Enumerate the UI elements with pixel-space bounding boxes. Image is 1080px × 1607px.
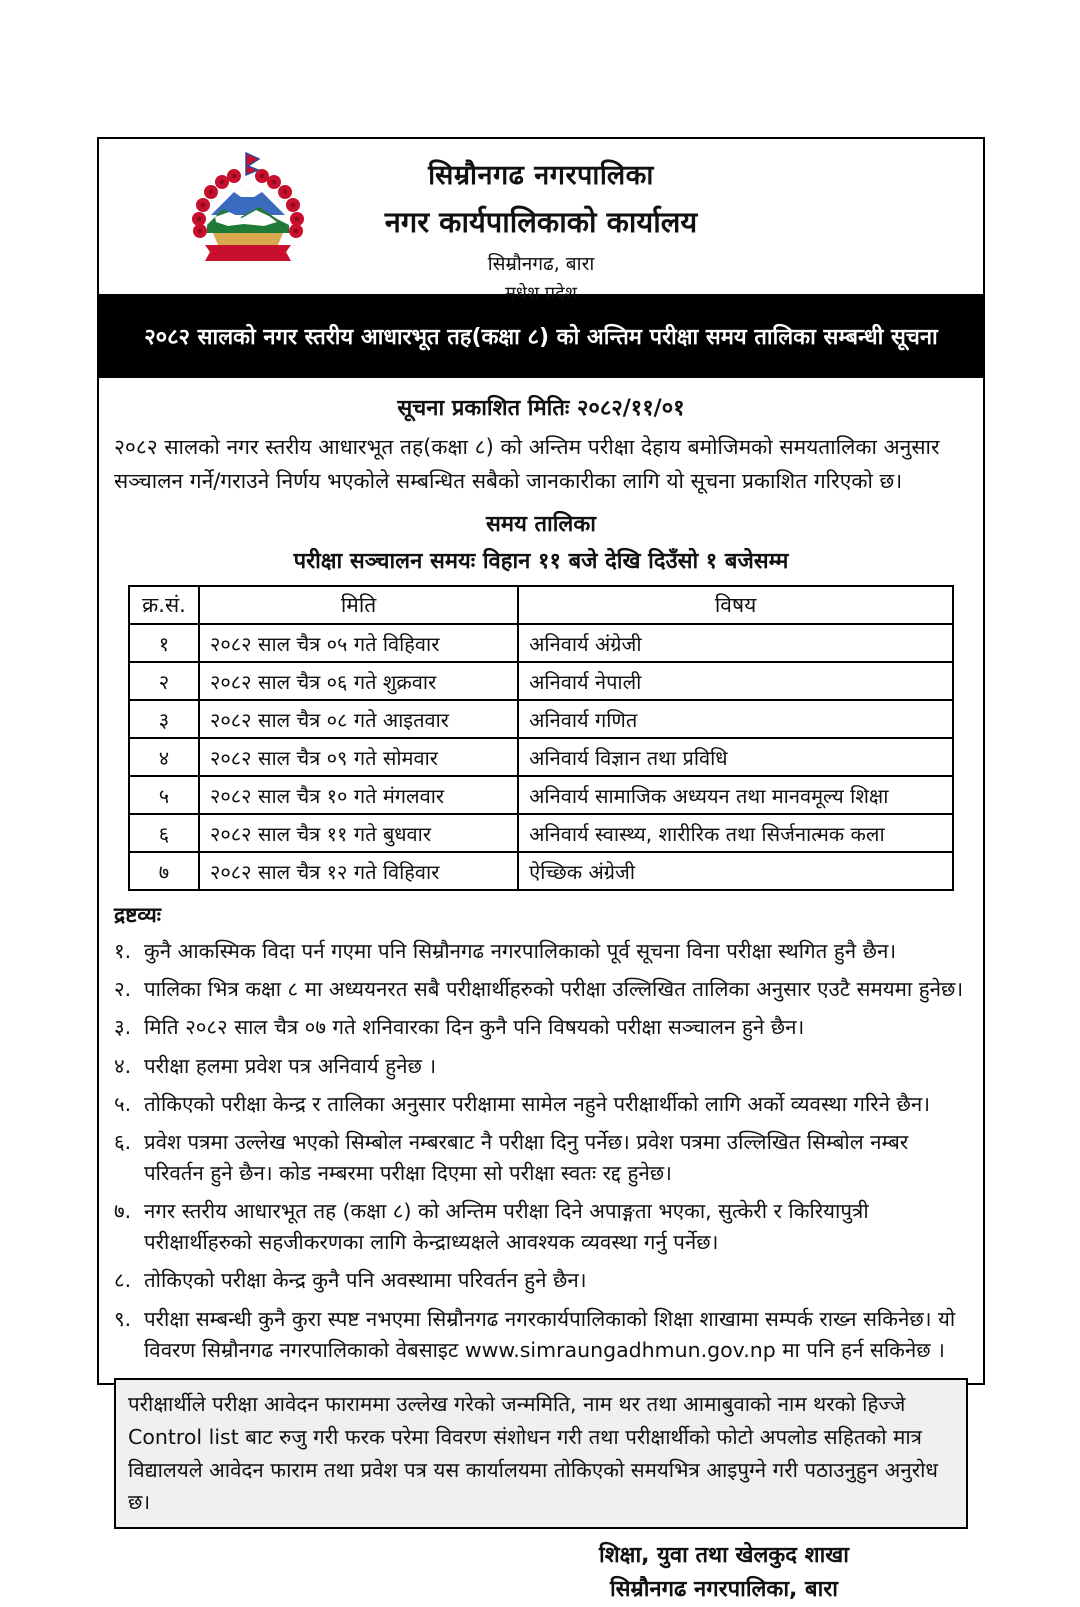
office-address: सिम्रौनगढ, बारा: [487, 253, 595, 275]
note-text: कुनै आकस्मिक विदा पर्न गएमा पनि सिम्रौनगढ नगरपालिकाको पूर्व सूचना विना परीक्षा स्थगित हुनै छैन।: [144, 939, 897, 964]
table-row: [129, 738, 953, 776]
note-item: [114, 1265, 968, 1296]
note-number: ७.: [114, 1199, 132, 1224]
notice-document: [97, 137, 985, 1603]
row-sn: ४: [129, 738, 199, 776]
notice-body: [99, 378, 983, 1607]
row-date: २०८२ साल चैत्र ०८ गते आइतवार: [199, 700, 518, 738]
column-header-sn: क्र.सं.: [129, 586, 199, 624]
row-subject: अनिवार्य स्वास्थ्य, शारीरिक तथा सिर्जनात्मक कला: [518, 814, 953, 852]
note-text: मिति २०८२ साल चैत्र ०७ गते शनिवारका दिन कुनै पनि विषयको परीक्षा सञ्चालन हुने छैन।: [144, 1015, 805, 1040]
note-text: प्रवेश पत्रमा उल्लेख भएको सिम्बोल नम्बरबाट नै परीक्षा दिनु पर्नेछ। प्रवेश पत्रमा उल्लिखित सिम्बोल नम्बर परिवर्तन हुने छैन। कोड नम्बरमा परीक्षा दिएमा सो परीक्षा स्वतः रद्द हुनेछ।: [144, 1129, 909, 1185]
office-name: नगर कार्यपालिकाको कार्यालय: [384, 205, 698, 239]
note-text: पालिका भित्र कक्षा ८ मा अध्ययनरत सबै परीक्षार्थीहरुको परीक्षा उल्लिखित तालिका अनुसार एउटै समयमा हुनेछ।: [144, 977, 964, 1002]
letterhead: [99, 139, 983, 304]
table-row: [129, 852, 953, 890]
row-date: २०८२ साल चैत्र ०९ गते सोमवार: [199, 738, 518, 776]
note-item: [114, 936, 968, 967]
row-sn: २: [129, 662, 199, 700]
nepal-coat-of-arms-icon: [183, 151, 313, 273]
table-row: [129, 814, 953, 852]
published-date: सूचना प्रकाशित मितिः २०८२/११/०१: [397, 396, 685, 421]
table-row: [129, 776, 953, 814]
row-date: २०८२ साल चैत्र १० गते मंगलवार: [199, 776, 518, 814]
row-date: २०८२ साल चैत्र ०६ गते शुक्रवार: [199, 662, 518, 700]
province-name: मधेश प्रदेश: [505, 283, 577, 304]
note-number: ६.: [114, 1129, 132, 1154]
row-subject: अनिवार्य विज्ञान तथा प्रविधि: [518, 738, 953, 776]
notes-heading: द्रष्टव्यः: [114, 903, 162, 928]
notes-list: [114, 936, 968, 1366]
municipality-name: सिम्रौनगढ नगरपालिका: [428, 160, 654, 191]
note-item: [114, 1089, 968, 1120]
signature-department: शिक्षा, युवा तथा खेलकुद शाखा: [599, 1543, 849, 1569]
row-sn: ३: [129, 700, 199, 738]
table-row: [129, 662, 953, 700]
note-number: १.: [114, 939, 132, 964]
row-subject: अनिवार्य नेपाली: [518, 662, 953, 700]
note-number: २.: [114, 977, 132, 1002]
row-subject: अनिवार्य अंग्रेजी: [518, 624, 953, 662]
column-header-date: मिति: [199, 586, 518, 624]
row-sn: ६: [129, 814, 199, 852]
note-item: [114, 1051, 968, 1082]
note-text: परीक्षा सम्बन्धी कुनै कुरा स्पष्ट नभएमा सिम्रौनगढ नगरकार्यपालिकाको शिक्षा शाखामा सम्पर्क राख्न सकिनेछ। यो विवरण सिम्रौनगढ नगरपालिकाको वेबसाइट www.simraungadhmun.gov.np मा पनि हर्न सकिनेछ ।: [144, 1306, 956, 1362]
note-item: [114, 1196, 968, 1258]
row-sn: ७: [129, 852, 199, 890]
row-subject: अनिवार्य गणित: [518, 700, 953, 738]
signature-block: [504, 1539, 944, 1607]
row-subject: ऐच्छिक अंग्रेजी: [518, 852, 953, 890]
note-text: तोकिएको परीक्षा केन्द्र कुनै पनि अवस्थामा परिवर्तन हुने छैन।: [144, 1268, 587, 1293]
row-subject: अनिवार्य सामाजिक अध्ययन तथा मानवमूल्य शिक्षा: [518, 776, 953, 814]
note-number: ५.: [114, 1091, 132, 1116]
row-date: २०८२ साल चैत्र ११ गते बुधवार: [199, 814, 518, 852]
schedule-title: समय तालिका: [486, 512, 596, 538]
note-text: तोकिएको परीक्षा केन्द्र र तालिका अनुसार परीक्षामा सामेल नहुने परीक्षार्थीको लागि अर्को व्यवस्था गरिने छैन।: [144, 1091, 931, 1116]
table-header-row: [129, 586, 953, 624]
table-row: [129, 624, 953, 662]
row-date: २०८२ साल चैत्र १२ गते विहिवार: [199, 852, 518, 890]
table-row: [129, 700, 953, 738]
request-notice-box: परीक्षार्थीले परीक्षा आवेदन फाराममा उल्लेख गरेको जन्ममिति, नाम थर तथा आमाबुवाको नाम थरको हिज्जे Control list बाट रुजु गरी फरक परेमा विवरण संशोधन गरी तथा परीक्षार्थीको फोटो अपलोड सहितको मात्र विद्यालयले आवेदन फाराम तथा प्रवेश पत्र यस कार्यालयमा तोकिएको समयभित्र आइपुग्ने गरी पठाउनुहुन अनुरोध छ।: [114, 1378, 968, 1529]
column-header-subject: विषय: [518, 586, 953, 624]
exam-schedule-table: [128, 585, 954, 891]
note-number: ३.: [114, 1015, 132, 1040]
note-text: परीक्षा हलमा प्रवेश पत्र अनिवार्य हुनेछ ।: [144, 1053, 437, 1078]
note-number: ८.: [114, 1268, 132, 1293]
notice-title-banner: २०८२ सालको नगर स्तरीय आधारभूत तह(कक्षा ८) को अन्तिम परीक्षा समय तालिका सम्बन्धी सूचना: [99, 294, 983, 378]
signature-municipality: सिम्रौनगढ नगरपालिका, बारा: [609, 1577, 839, 1603]
schedule-time-line: परीक्षा सञ्चालन समयः विहान ११ बजे देखि दिउँसो १ बजेसम्म: [293, 549, 789, 575]
intro-paragraph: २०८२ सालको नगर स्तरीय आधारभूत तह(कक्षा ८) को अन्तिम परीक्षा देहाय बमोजिमको समयतालिका अनुसार सञ्चालन गर्ने/गराउने निर्णय भएकोले सम्बन्धित सबैको जानकारीका लागि यो सूचना प्रकाशित गरिएको छ।: [114, 435, 940, 494]
note-item: [114, 1012, 968, 1043]
row-sn: ५: [129, 776, 199, 814]
note-number: ४.: [114, 1053, 132, 1078]
row-sn: १: [129, 624, 199, 662]
row-date: २०८२ साल चैत्र ०५ गते विहिवार: [199, 624, 518, 662]
note-number: ९.: [114, 1306, 132, 1331]
note-item: [114, 1304, 968, 1366]
note-item: [114, 1127, 968, 1189]
note-item: [114, 974, 968, 1005]
note-text: नगर स्तरीय आधारभूत तह (कक्षा ८) को अन्तिम परीक्षा दिने अपाङ्गता भएका, सुत्केरी र किरियापुत्री परीक्षार्थीहरुको सहजीकरणका लागि केन्द्राध्यक्षले आवश्यक व्यवस्था गर्नु पर्नेछ।: [144, 1199, 869, 1255]
